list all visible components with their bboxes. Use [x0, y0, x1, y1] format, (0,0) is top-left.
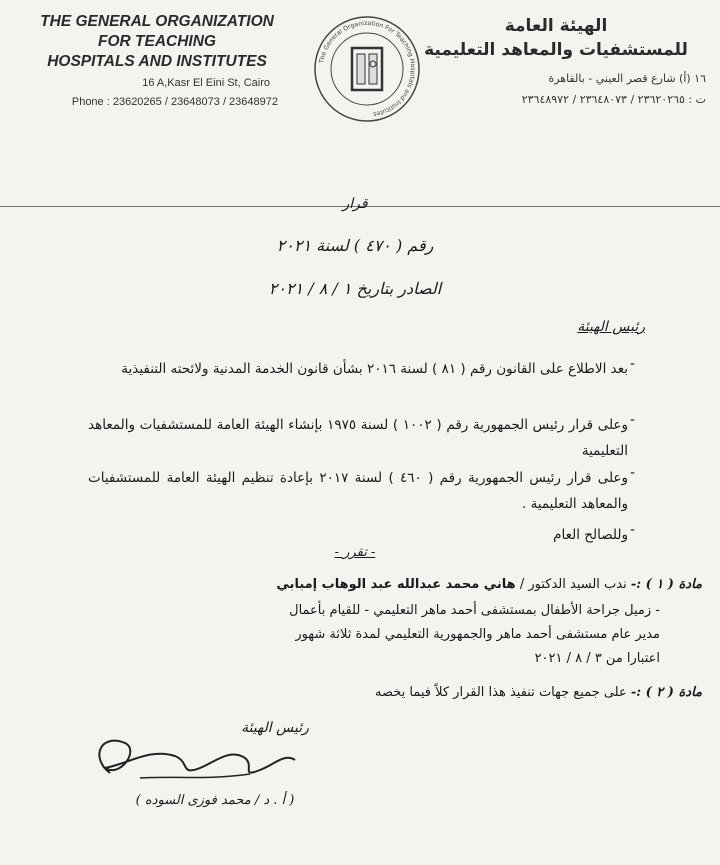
article-1-line: مدير عام مستشفى أحمد ماهر والجمهورية التعليمي لمدة ثلاثة شهور	[295, 627, 660, 642]
article-1-text: ندب السيد الدكتور /	[519, 577, 627, 592]
handwritten-signature-icon	[80, 718, 320, 798]
preamble-item: بعد الاطلاع على القانون رقم ( ٨١ ) لسنة ٢٠١٦ بشأن قانون الخدمة المدنية ولائحته التنفيذية	[121, 361, 628, 377]
address-english: 16 A,Kasr El Eini St, Cairo	[142, 77, 270, 89]
preamble-item: وعلى قرار رئيس الجمهورية رقم ( ١٠٠٢ ) لسنة ١٩٧٥ بإنشاء الهيئة العامة للمستشفيات والمعاهد التعليمية	[88, 417, 628, 459]
svg-text:The General Organization For T	[318, 20, 416, 118]
signatory-name: ( أ . د / محمد فوزى السوده )	[135, 793, 295, 808]
org-name-english	[22, 12, 292, 72]
org-name-english-line: HOSPITALS AND INSTITUTES	[47, 53, 267, 70]
delegated-person-name: هاني محمد عبدالله عبد الوهاب إمبابي	[276, 577, 516, 592]
article-1-line: - زميل جراحة الأطفال بمستشفى أحمد ماهر التعليمي - للقيام بأعمال	[289, 603, 660, 618]
signature-title: رئيس الهيئة	[241, 720, 309, 736]
article-2-text: على جميع جهات تنفيذ هذا القرار كلاً فيما يخصه	[374, 685, 627, 700]
phone-english: Phone : 23620265 / 23648073 / 23648972	[71, 96, 278, 108]
org-name-english-line: FOR TEACHING	[98, 33, 216, 50]
article-1-label: مادة ( ١ ) :-	[630, 577, 702, 592]
article-1-line	[12, 574, 702, 596]
phone-arabic: ت : ٢٣٦٢٠٢٦٥ / ٢٣٦٤٨٠٧٣ / ٢٣٦٤٨٩٧٢	[521, 93, 706, 106]
bullet: -	[630, 356, 636, 372]
article-2-line	[12, 682, 702, 704]
bullet: -	[630, 465, 636, 481]
org-name-arabic	[406, 14, 706, 62]
article-1-line: اعتبارا من ٣ / ٨ / ٢٠٢١	[534, 651, 660, 666]
bullet: -	[630, 522, 636, 538]
org-name-arabic-line: الهيئة العامة	[504, 16, 608, 36]
issuer-title: رئيس الهيئة	[577, 319, 645, 335]
article-2-label: مادة ( ٢ ) :-	[630, 685, 702, 700]
bullet: -	[630, 412, 636, 428]
decision-date: الصادر بتاريخ ١ / ٨ / ٢٠٢١	[268, 279, 442, 298]
logo-ring-text: The General Organization For Teaching Hospitals and Institutes	[318, 19, 417, 118]
preamble-item: وللصالح العام	[553, 527, 628, 543]
address-arabic: ١٦ (أ) شارع قصر العيني - بالقاهرة	[548, 72, 706, 85]
decision-heading: قرار	[342, 196, 368, 212]
decision-number: رقم ( ٤٧٠ ) لسنة ٢٠٢١	[276, 236, 434, 255]
org-name-english-line: THE GENERAL ORGANIZATION	[40, 13, 274, 30]
decides-heading: - تقرر -	[334, 545, 376, 560]
preamble-item: وعلى قرار رئيس الجمهورية رقم ( ٤٦٠ ) لسنة ٢٠١٧ بإعادة تنظيم الهيئة العامة للمستشفيات والمعاهد التعليمية .	[88, 470, 628, 512]
org-name-arabic-line: للمستشفيات والمعاهد التعليمية	[424, 40, 688, 60]
